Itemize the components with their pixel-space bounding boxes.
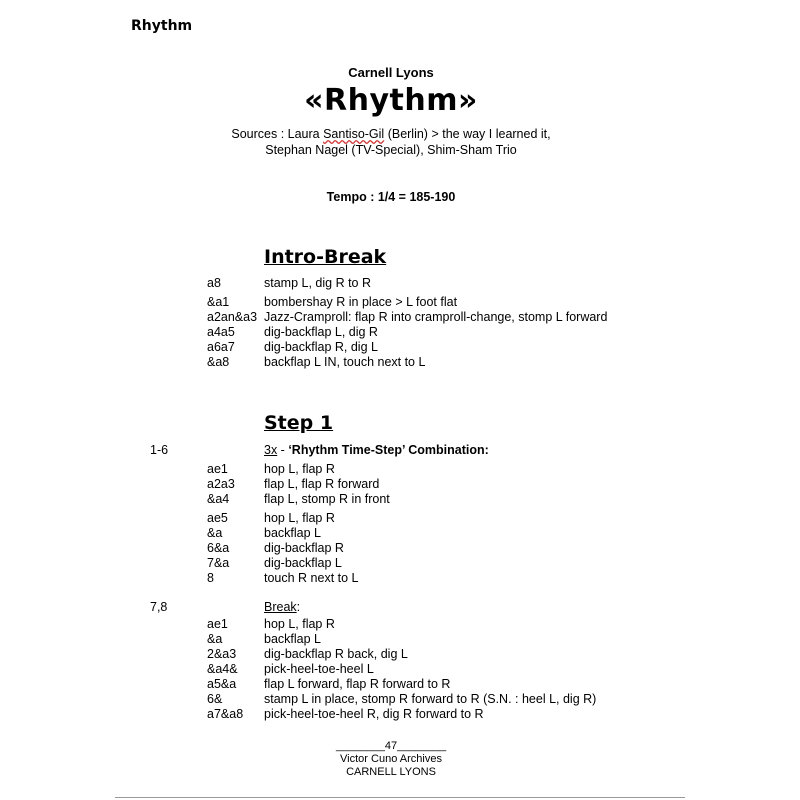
step-row — [0, 541, 800, 556]
step-row — [0, 276, 800, 291]
step-count: 6&a — [207, 541, 230, 555]
step-description: pick-heel-toe-heel L — [264, 662, 374, 676]
step-description: pick-heel-toe-heel R, dig R forward to R — [264, 707, 484, 721]
step-row — [0, 677, 800, 692]
step-row — [0, 647, 800, 662]
step-count: a8 — [207, 276, 221, 290]
page-number: ________47________ — [335, 740, 447, 752]
step-row — [0, 571, 800, 586]
step-count: 8 — [207, 571, 214, 585]
step-row — [0, 526, 800, 541]
step-count: ae5 — [207, 511, 228, 525]
step-row — [0, 462, 800, 477]
step-description: flap L, stomp R in front — [264, 492, 390, 506]
step-count: 2&a3 — [207, 647, 237, 661]
step-description: backflap L IN, touch next to L — [264, 355, 426, 369]
step-row — [0, 325, 800, 340]
bar-number: 1-6 — [150, 443, 169, 457]
step-count: a2an&a3 — [207, 310, 258, 324]
combination-name: ‘Rhythm Time-Step’ Combination: — [288, 443, 489, 457]
step-count: ae1 — [207, 462, 228, 476]
dancer-name: CARNELL LYONS — [346, 766, 436, 778]
break-row — [0, 600, 800, 615]
combination-separator: - — [277, 443, 289, 457]
step-row — [0, 340, 800, 355]
step-description: dig-backflap R, dig L — [264, 340, 378, 354]
step-description: hop L, flap R — [264, 511, 335, 525]
step-row — [0, 707, 800, 722]
step-count: &a1 — [207, 295, 230, 309]
tempo: Tempo : 1/4 = 185-190 — [326, 190, 456, 204]
step-count: 7&a — [207, 556, 230, 570]
step-row — [0, 632, 800, 647]
footer — [0, 740, 782, 779]
step-count: a2a3 — [207, 477, 235, 491]
step-row — [0, 477, 800, 492]
step-row — [0, 556, 800, 571]
sources — [0, 126, 782, 158]
step-count: ae1 — [207, 617, 228, 631]
archive-name: Victor Cuno Archives — [340, 753, 442, 765]
sources-underlined-name: Santiso-Gil — [323, 127, 385, 141]
combination-title — [264, 443, 489, 458]
step-description: stamp L, dig R to R — [264, 276, 371, 290]
step-description: backflap L — [264, 526, 321, 540]
sources-line2: Stephan Nagel (TV-Special), Shim-Sham Trio — [265, 143, 517, 157]
sources-post: (Berlin) > the way I learned it, — [384, 127, 551, 141]
running-header: Rhythm — [131, 18, 193, 34]
step-row — [0, 310, 800, 325]
section-heading-intro: Intro-Break — [264, 246, 387, 268]
step-row — [0, 511, 800, 526]
step-row — [0, 492, 800, 507]
step-row — [0, 355, 800, 370]
step-count: &a8 — [207, 355, 230, 369]
step-description: touch R next to L — [264, 571, 359, 585]
step-count: &a — [207, 632, 223, 646]
step-description: flap L forward, flap R forward to R — [264, 677, 451, 691]
bar-number: 7,8 — [150, 600, 168, 614]
section-heading-step1: Step 1 — [264, 412, 334, 434]
step-row — [0, 295, 800, 310]
document-title: «Rhythm» — [304, 83, 478, 118]
step-description: flap L, flap R forward — [264, 477, 380, 491]
break-label: Break — [264, 600, 297, 614]
step-row — [0, 692, 800, 707]
step-description: hop L, flap R — [264, 617, 335, 631]
step-row — [0, 617, 800, 632]
step-description: hop L, flap R — [264, 462, 335, 476]
step-description: dig-backflap R — [264, 541, 344, 555]
step-description: dig-backflap L, dig R — [264, 325, 378, 339]
break-colon: : — [296, 600, 301, 614]
step-count: a6a7 — [207, 340, 235, 354]
step-row — [0, 662, 800, 677]
step-description: backflap L — [264, 632, 321, 646]
author: Carnell Lyons — [348, 65, 434, 80]
sources-pre: Sources : Laura — [231, 127, 324, 141]
step-description: dig-backflap R back, dig L — [264, 647, 408, 661]
bottom-rule — [115, 797, 685, 798]
step-count: 6& — [207, 692, 223, 706]
step-description: dig-backflap L — [264, 556, 342, 570]
break-title — [264, 600, 300, 615]
step-count: a7&a8 — [207, 707, 244, 721]
step-count: &a4 — [207, 492, 230, 506]
step-count: &a — [207, 526, 223, 540]
combination-row — [0, 443, 800, 458]
step-count: a5&a — [207, 677, 237, 691]
step-description: stamp L in place, stomp R forward to R (S.N. : heel L, dig R) — [264, 692, 597, 706]
combination-times: 3x — [264, 443, 278, 457]
step-count: &a4& — [207, 662, 238, 676]
step-count: a4a5 — [207, 325, 235, 339]
step-description: bombershay R in place > L foot flat — [264, 295, 458, 309]
step-description: Jazz-Cramproll: flap R into cramproll-change, stomp L forward — [264, 310, 608, 324]
